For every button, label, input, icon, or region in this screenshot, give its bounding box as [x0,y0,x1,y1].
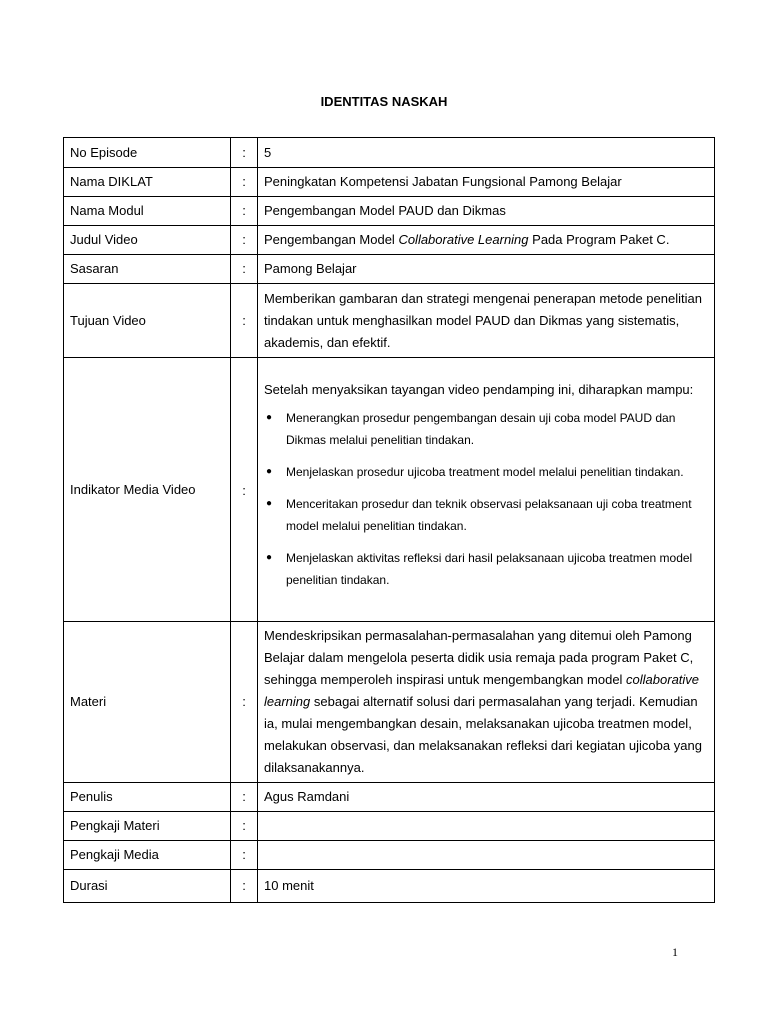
bullet-icon: ● [266,497,273,509]
row-label: Nama DIKLAT [64,168,231,197]
row-separator: : [231,622,258,783]
page-number: 1 [672,945,678,959]
value-text: Pengembangan Model [264,232,399,247]
row-label: Sasaran [64,255,231,284]
table-row [64,168,715,197]
bullet-icon: ● [266,411,273,423]
table-row [64,622,715,783]
table-row [64,841,715,870]
row-value: 5 [258,138,715,168]
document-title: IDENTITAS NASKAH [320,94,448,109]
row-value: Agus Ramdani [258,783,715,812]
row-separator: : [231,255,258,284]
value-text: Mendeskripsikan permasalahan-permasalahan yang ditemui oleh Pamong Belajar dalam mengelola peserta didik usia remaja pada program Paket C, sehingga memperoleh inspirasi untuk mengembangkan model [264,628,694,687]
row-value [258,812,715,841]
row-label: Durasi [64,870,231,903]
list-item [264,407,708,451]
list-item-text: Menjelaskan prosedur ujicoba treatment model melalui penelitian tindakan. [286,464,684,479]
list-item [264,461,708,483]
row-label: Nama Modul [64,197,231,226]
bullet-icon: ● [266,551,273,563]
row-value [258,622,715,783]
row-value [258,358,715,622]
list-item [264,493,708,537]
table-row [64,783,715,812]
list-item-text: Menerangkan prosedur pengembangan desain uji coba model PAUD dan Dikmas melalui penelitian tindakan. [286,410,676,447]
table-row [64,284,715,358]
row-value: 10 menit [258,870,715,903]
row-separator: : [231,284,258,358]
row-label: Materi [64,622,231,783]
value-text: Pada Program Paket C. [528,232,670,247]
row-separator: : [231,138,258,168]
row-value: Pamong Belajar [258,255,715,284]
value-italic: collaborative learning [264,672,700,709]
row-value [258,226,715,255]
row-value: Peningkatan Kompetensi Jabatan Fungsional Pamong Belajar [258,168,715,197]
row-separator: : [231,358,258,622]
row-separator: : [231,168,258,197]
table-row [64,358,715,622]
row-separator: : [231,841,258,870]
row-value: Pengembangan Model PAUD dan Dikmas [258,197,715,226]
row-label: Judul Video [64,226,231,255]
value-text: sebagai alternatif solusi dari permasalahan yang terjadi. Kemudian ia, mulai mengembangkan desain, melaksanakan ujicoba treatmen model, melakukan observasi, dan melaksanakan refleksi dari kegiatan ujicoba yang dilaksanakannya. [264,694,702,775]
row-separator: : [231,197,258,226]
table-row [64,138,715,168]
row-separator: : [231,226,258,255]
list-item-text: Menjelaskan aktivitas refleksi dari hasil pelaksanaan ujicoba treatmen model penelitian tindakan. [286,550,693,587]
bullet-icon: ● [266,465,273,477]
row-label: Indikator Media Video [64,358,231,622]
indikator-list [264,407,708,591]
list-item [264,547,708,591]
row-label: Pengkaji Media [64,841,231,870]
table-row [64,812,715,841]
row-label: Tujuan Video [64,284,231,358]
row-label: No Episode [64,138,231,168]
row-separator: : [231,783,258,812]
table-row [64,226,715,255]
identity-table [63,137,715,903]
table-row [64,870,715,903]
row-separator: : [231,870,258,903]
table-row [64,255,715,284]
row-label: Pengkaji Materi [64,812,231,841]
table-row [64,197,715,226]
list-item-text: Menceritakan prosedur dan teknik observasi pelaksanaan uji coba treatment model melalui penelitian tindakan. [286,496,692,533]
indikator-intro: Setelah menyaksikan tayangan video pendamping ini, diharapkan mampu: [264,381,694,397]
row-value [258,841,715,870]
row-label: Penulis [64,783,231,812]
row-value: Memberikan gambaran dan strategi mengenai penerapan metode penelitian tindakan untuk menghasilkan model PAUD dan Dikmas yang sistematis, akademis, dan efektif. [258,284,715,358]
value-italic: Collaborative Learning [398,232,529,247]
row-separator: : [231,812,258,841]
